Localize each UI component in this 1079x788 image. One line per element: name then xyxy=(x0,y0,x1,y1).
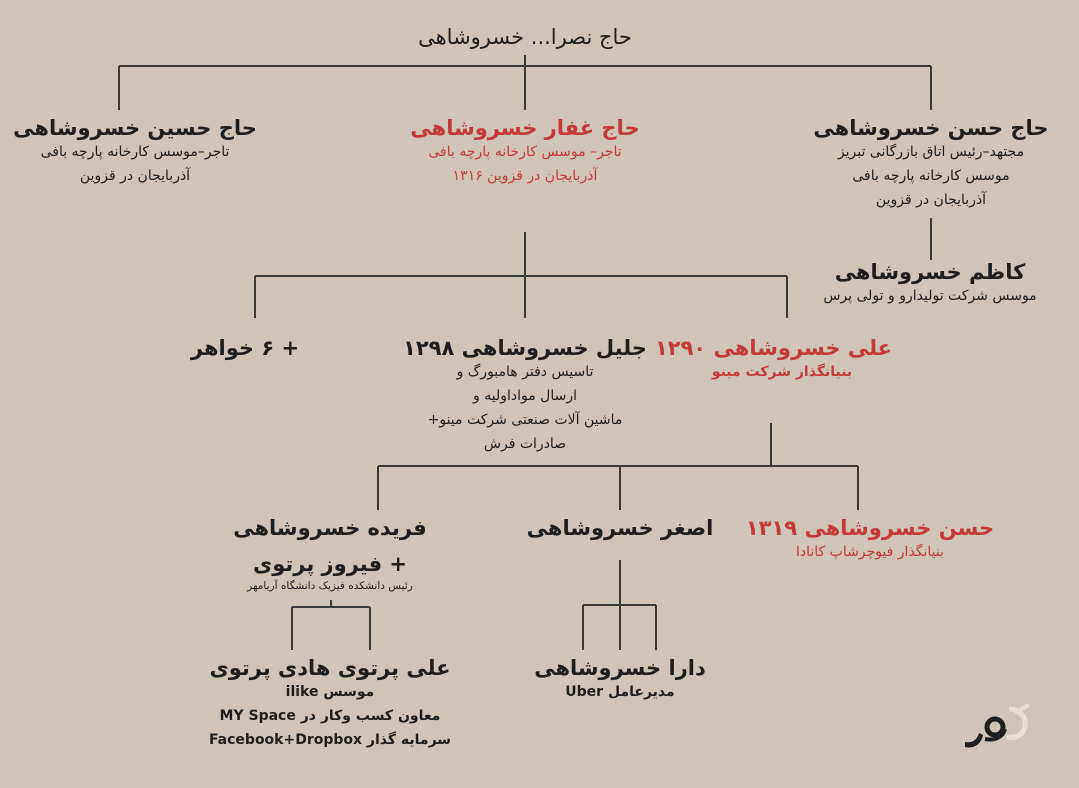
node-title: علی خسروشاهی ۱۲۹۰ xyxy=(654,336,892,360)
node-line: آذربایجان در قزوین xyxy=(875,192,987,208)
node-title: دارا خسروشاهی xyxy=(534,656,706,680)
node-root xyxy=(375,25,675,49)
node-title: حاج حسین خسروشاهی xyxy=(13,116,257,140)
node-line: آذربایجان در قزوین xyxy=(79,168,191,184)
node-line: مجتهد–رئیس اتاق بازرگانی تبریز xyxy=(837,144,1025,160)
node-farideh xyxy=(200,516,460,594)
node-line: ارسال مواداولیه و xyxy=(473,388,577,404)
node-haj-ghaffar xyxy=(390,116,660,188)
node-asghar xyxy=(520,516,720,540)
node-line: موسس کارخانه پارچه بافی xyxy=(852,168,1010,184)
node-line: تاجر–موسس کارخانه پارچه بافی xyxy=(40,144,230,160)
node-line: آذربایجان در قزوین ۱۳۱۶ xyxy=(452,168,598,184)
node-title: جلیل خسروشاهی ۱۲۹۸ xyxy=(403,336,647,360)
node-title: علی پرتوی هادی پرتوی xyxy=(209,656,451,680)
node-line: مدیرعامل Uber xyxy=(565,684,675,700)
node-line: موسس شرکت تولیدارو و تولی پرس xyxy=(823,288,1037,304)
node-partovi xyxy=(190,656,470,752)
node-kazem xyxy=(795,260,1065,308)
publisher-logo-icon xyxy=(955,695,1035,755)
node-line: تاجر– موسس کارخانه پارچه بافی xyxy=(428,144,622,160)
node-sisters xyxy=(170,336,320,360)
node-haj-hossein xyxy=(10,116,260,188)
node-title: حاج غفار خسروشاهی xyxy=(410,116,640,140)
node-line: موسس ilike xyxy=(285,684,375,700)
node-title: + ۶ خواهر xyxy=(190,336,300,360)
node-jalil xyxy=(395,336,655,456)
node-line: رئیس دانشکده فیزیک دانشگاه آریامهر xyxy=(247,580,413,592)
node-haj-hassan xyxy=(800,116,1062,212)
node-title: فریده خسروشاهی xyxy=(233,516,427,540)
node-dara xyxy=(520,656,720,704)
node-line: معاون کسب وکار در MY Space xyxy=(219,708,441,724)
node-line: صادرات فرش xyxy=(483,436,567,452)
node-spouse: + فیروز پرتوی xyxy=(253,552,407,576)
node-ali xyxy=(654,336,892,384)
node-title: حاج حسن خسروشاهی xyxy=(813,116,1049,140)
node-title: کاظم خسروشاهی xyxy=(834,260,1026,284)
node-line: سرمایه گذار Facebook+Dropbox xyxy=(208,732,452,748)
node-title: حاج نصرا... خسروشاهی xyxy=(418,25,632,49)
node-title: اصغر خسروشاهی xyxy=(526,516,714,540)
node-line: بنیانگذار شرکت مینو xyxy=(711,364,853,380)
node-line: بنیانگذار فیوچرشاپ کانادا xyxy=(795,544,945,560)
node-line: ماشین آلات صنعتی شرکت مینو+ xyxy=(427,412,623,428)
node-hassan-1319 xyxy=(745,516,995,564)
node-line: تاسیس دفتر هامبورگ و xyxy=(456,364,594,380)
node-title: حسن خسروشاهی ۱۳۱۹ xyxy=(745,516,995,540)
